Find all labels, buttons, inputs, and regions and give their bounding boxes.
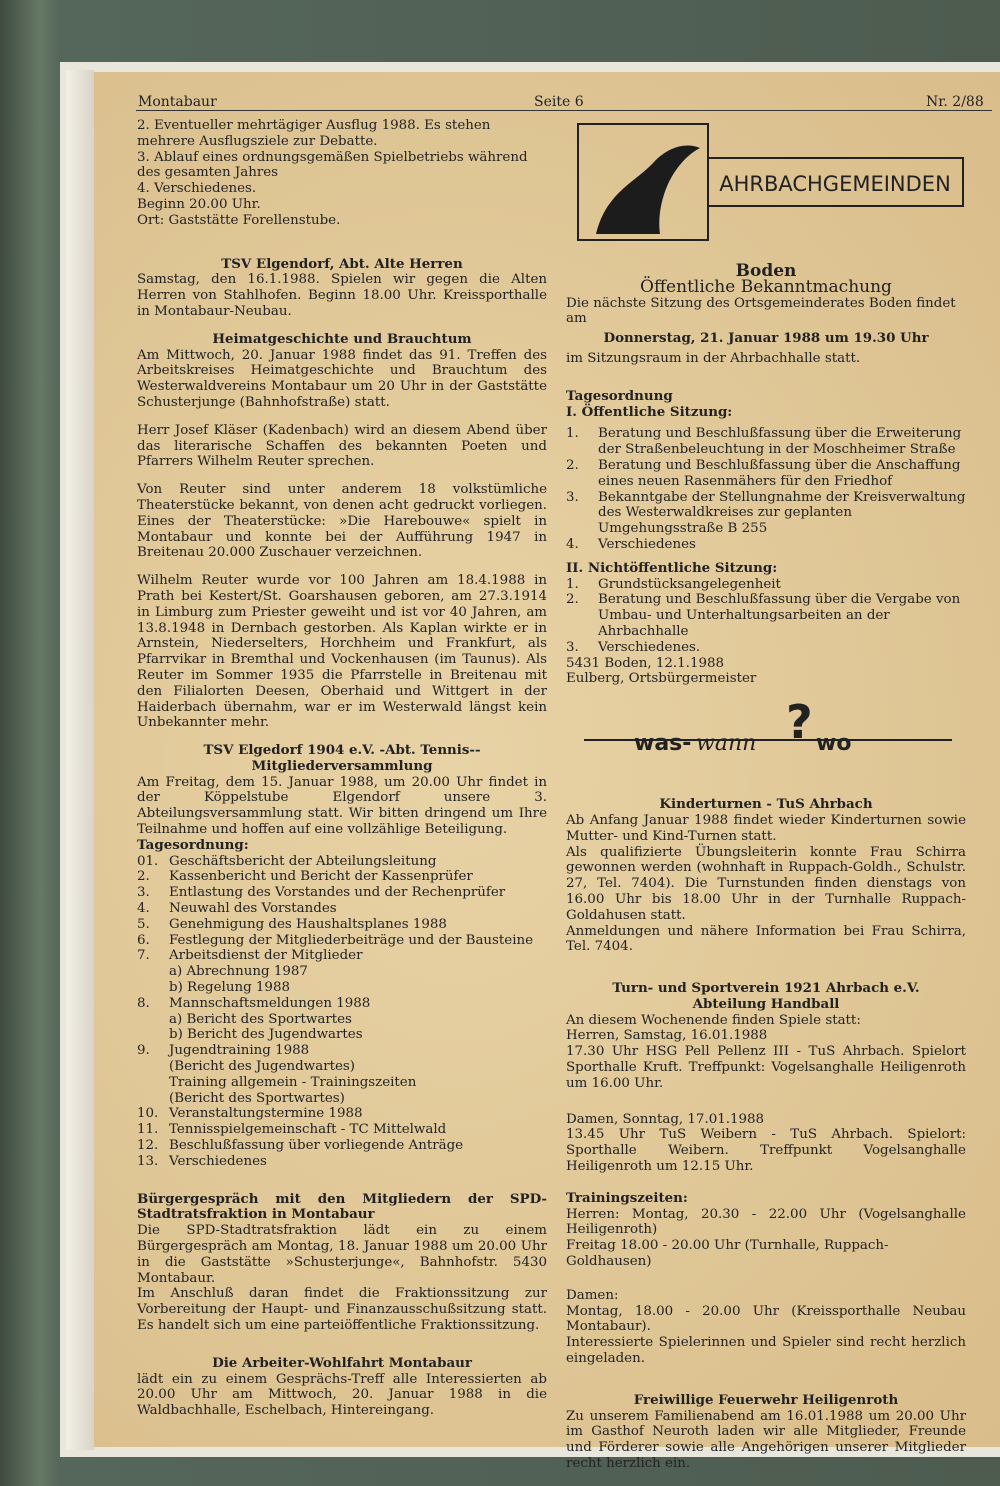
tsv-text: Samstag, den 16.1.1988. Spielen wir gegen die Alten Herren von Stahlhofen. Beginn 18.00 Uhr. Kreissporthalle in Montabaur-Neubau.	[137, 272, 547, 319]
right-column	[566, 261, 966, 1472]
tennis-agenda	[137, 854, 547, 1170]
boden-subtitle: Öffentliche Bekanntmachung	[640, 276, 892, 297]
heimat-p2: Herr Josef Kläser (Kadenbach) wird an diesem Abend über das literarische Schaffen des bekannten Poeten und Pfarrers Wilhelm Reuter sprechen.	[137, 422, 547, 470]
header-left: Montabaur	[138, 94, 217, 110]
boden-title: Boden	[735, 261, 797, 281]
tagesordnung-label: Tagesordnung:	[137, 836, 249, 853]
list-item: 3. Bekanntgabe der Stellungnahme der Kreisverwaltung des Westerwaldkreises zur geplanten Umgehungsstraße B 255	[566, 489, 966, 537]
was-wann-wo-banner	[578, 696, 958, 766]
spd-p2: Im Anschluß daran findet die Fraktionssitzung zur Vorbereitung der Haupt- und Finanzausschußsitzung statt. Es handelt sich um eine parteiöffentliche Fraktionssitzung.	[137, 1286, 547, 1333]
heimat-p4: Wilhelm Reuter wurde vor 100 Jahren am 18.4.1988 in Prath bei Kestert/St. Goarshausen geboren, am 27.3.1914 in Limburg zum Priester geweiht und ist vor 40 Jahren, am 13.8.1948 in Dernbach gestorben. Als Kaplan wirkte er in Arnstein, Niederselters, Horchheim und Frankfurt, als Pfarrvikar in Bremthal und Vockenhausen (im Taunus). Als Reuter im Sommer 1935 die Pfarrstelle in Breitenau mit den Filialorten Deesen, Oberhaid und Wittgert in der Haiderbach übernahm, war er im Westerwald längst kein Unbekannter mehr.	[137, 573, 547, 731]
ahrbachgemeinden-logo	[576, 122, 966, 242]
list-item: 4. Neuwahl des Vorstandes	[137, 901, 337, 917]
logo-shape-icon	[596, 146, 700, 234]
agenda-time: Beginn 20.00 Uhr.	[137, 196, 261, 212]
left-column	[137, 118, 547, 1419]
agenda-item: 3. Ablauf eines ordnungsgemäßen Spielbetriebs während des gesamten Jahres	[137, 149, 528, 181]
tennis-text: Am Freitag, dem 15. Januar 1988, um 20.00 Uhr findet in der Köppelstube Elgendorf unsere 3. Abteilungsversammlung statt. Wir bitten dringend um Ihre Teilnahme und hoffen auf eine vollzählige Beteiligung.	[137, 774, 547, 838]
list-item: 3. Verschiedenes.	[566, 639, 701, 655]
training-p2: Freitag 18.00 - 20.00 Uhr (Turnhalle, Ruppach-Goldhausen)	[566, 1238, 889, 1270]
list-item: a) Abrechnung 1987	[169, 964, 308, 980]
list-item: 1. Beratung und Beschlußfassung über die Erweiterung der Straßenbeleuchtung in der Moschheimer Straße	[566, 426, 962, 458]
heimat-title: Heimatgeschichte und Brauchtum	[212, 330, 472, 347]
header-rule	[136, 110, 992, 111]
agenda-item: 2. Eventueller mehrtägiger Ausflug 1988. Es stehen mehrere Ausflugsziele zur Debatte.	[137, 118, 491, 149]
heimat-p3: Von Reuter sind unter anderem 18 volkstümliche Theaterstücke bekannt, von denen acht gedruckt vorliegen. Eines der Theaterstücke: »Die Harebouwe« spielt in Montabaur und konnte bei der Aufführung 1947 in Breitenau 20.000 Zuschauer verzeichnen.	[137, 482, 547, 561]
list-item: 01. Geschäftsbericht der Abteilungsleitung	[137, 853, 437, 869]
list-item: 12. Beschlußfassung über vorliegende Anträge	[137, 1138, 464, 1154]
list-item: 2. Kassenbericht und Bericht der Kassenprüfer	[137, 869, 473, 885]
list-item: 1. Grundstücksangelegenheit	[566, 576, 781, 592]
handball-p2: Herren, Samstag, 16.01.1988	[566, 1028, 768, 1044]
list-item: (Bericht des Sportwartes)	[169, 1090, 345, 1106]
boden-sign-name: Eulberg, Ortsbürgermeister	[566, 671, 757, 687]
damen-p1: Montag, 18.00 - 20.00 Uhr (Kreissporthalle Neubau Montabaur).	[566, 1303, 966, 1335]
spd-p1: Die SPD-Stadtratsfraktion lädt ein zu einem Bürgergespräch am Montag, 18. Januar 1988 um 20.00 Uhr in die Gaststätte »Schusterjunge«, Bahnhofstr. 5430 Montabaur.	[137, 1223, 547, 1286]
list-item: 7. Arbeitsdienst der Mitglieder	[137, 948, 363, 964]
question-mark-icon: ?	[786, 696, 813, 749]
list-item: (Bericht des Jugendwartes)	[169, 1059, 355, 1075]
list-item: 10. Veranstaltungstermine 1988	[137, 1106, 363, 1122]
list-item: 2. Beratung und Beschlußfassung über die Vergabe von Umbau- und Unterhaltungsarbeiten an der Ahrbachhalle	[566, 592, 961, 639]
boden-nichtoeffentlich: II. Nichtöffentliche Sitzung:	[566, 559, 778, 576]
agenda-item: 4. Verschiedenes.	[137, 181, 257, 197]
handball-title2: Abteilung Handball	[692, 995, 840, 1012]
boden-p2: im Sitzungsraum in der Ahrbachhalle statt.	[566, 350, 861, 366]
boden-date: Donnerstag, 21. Januar 1988 um 19.30 Uhr	[603, 330, 929, 347]
agenda-place: Ort: Gaststätte Forellenstube.	[137, 212, 341, 228]
list-item: b) Regelung 1988	[169, 980, 290, 996]
list-item: 5. Genehmigung des Haushaltsplanes 1988	[137, 916, 447, 932]
heimat-p1: Am Mittwoch, 20. Januar 1988 findet das 91. Treffen des Arbeitskreises Heimatgeschichte und Brauchtum des Westerwaldvereins Montabaur um 20 Uhr in der Gaststätte Schusterjunge (Bahnhofstraße) statt.	[137, 347, 547, 410]
page-edge	[66, 70, 94, 1450]
tennis-title: TSV Elgedorf 1904 e.V. -Abt. Tennis--Mitgliederversammlung	[203, 742, 481, 774]
boden-oeffentlich: I. Öffentliche Sitzung:	[566, 403, 733, 420]
awo-text: lädt ein zu einem Gesprächs-Treff alle Interessierten ab 20.00 Uhr am Mittwoch, 20. Januar 1988 in die Waldbachhalle, Eschelbach, Hintereingang.	[137, 1371, 547, 1419]
list-item: 11. Tennisspielgemeinschaft - TC Mittelwald	[137, 1122, 447, 1138]
kinder-p3: Anmeldungen und nähere Information bei Frau Schirra, Tel. 7404.	[566, 923, 966, 955]
handball-p3: 17.30 Uhr HSG Pell Pellenz III - TuS Ahrbach. Spielort Sporthalle Kruft. Treffpunkt: Vogelsanghalle Heiligenroth um 16.00 Uhr.	[566, 1044, 966, 1091]
list-item: 4. Verschiedenes	[566, 536, 696, 552]
banner-was: was-	[634, 731, 692, 756]
list-item: 2. Beratung und Beschlußfassung über die Anschaffung eines neuen Rasenmähers für den Friedhof	[566, 457, 961, 489]
boden-sign-place: 5431 Boden, 12.1.1988	[566, 655, 725, 671]
training-label: Trainingszeiten:	[566, 1189, 688, 1206]
list-item: 13. Verschiedenes	[137, 1153, 267, 1169]
tsv-title: TSV Elgendorf, Abt. Alte Herren	[221, 255, 463, 272]
banner-wo: wo	[816, 731, 852, 756]
banner-wann: wann	[696, 731, 757, 756]
header-center: Seite 6	[534, 94, 584, 110]
list-item: a) Bericht des Sportwartes	[169, 1011, 352, 1027]
ff-title: Freiwillige Feuerwehr Heiligenroth	[633, 1391, 899, 1408]
list-item: 6. Festlegung der Mitgliederbeiträge und der Bausteine	[137, 932, 534, 948]
handball-title1: Turn- und Sportverein 1921 Ahrbach e.V.	[612, 980, 920, 997]
handball-p5: 13.45 Uhr TuS Weibern - TuS Ahrbach. Spielort: Sporthalle Weibern. Treffpunkt Vogelsanghalle Heiligenroth um 12.15 Uhr.	[566, 1127, 966, 1175]
damen-p2: Interessierte Spielerinnen und Spieler sind recht herzlich eingeladen.	[566, 1335, 966, 1367]
list-item: 3. Entlastung des Vorstandes und der Rechenprüfer	[137, 885, 506, 901]
logo-text: AHRBACHGEMEINDEN	[719, 172, 951, 196]
kinder-p1: Ab Anfang Januar 1988 findet wieder Kinderturnen sowie Mutter- und Kind-Turnen statt.	[566, 812, 966, 844]
handball-p1: An diesem Wochenende finden Spiele statt:	[566, 1012, 861, 1028]
boden-p1: Die nächste Sitzung des Ortsgemeinderates Boden findet am	[566, 295, 956, 327]
damen-label: Damen:	[566, 1287, 619, 1303]
ff-text: Zu unserem Familienabend am 16.01.1988 um 20.00 Uhr im Gasthof Neuroth laden wir alle Mitglieder, Freunde und Förderer sowie alle Angehörigen unserer Mitglieder recht herzlich ein.	[566, 1408, 966, 1472]
kinder-title: Kinderturnen - TuS Ahrbach	[659, 796, 873, 813]
spd-title: Bürgergespräch mit den Mitgliedern der SPD-Stadtratsfraktion in Montabaur	[137, 1190, 547, 1223]
list-item: 8. Mannschaftsmeldungen 1988	[137, 995, 371, 1011]
agenda-continuation	[137, 118, 547, 229]
list-item: Training allgemein - Trainingszeiten	[169, 1074, 417, 1090]
awo-title: Die Arbeiter-Wohlfahrt Montabaur	[212, 1354, 472, 1371]
handball-p4: Damen, Sonntag, 17.01.1988	[566, 1111, 765, 1127]
training-p1: Herren: Montag, 20.30 - 22.00 Uhr (Vogelsanghalle Heiligenroth)	[566, 1206, 966, 1238]
kinder-p2: Als qualifizierte Übungsleiterin konnte Frau Schirra gewonnen werden (wohnhaft in Ruppach-Goldh., Schulstr. 27, Tel. 7404). Die Turnstunden finden dienstags von 16.00 Uhr bis 18.00 Uhr in der Turnhalle Ruppach-Goldahusen statt.	[566, 844, 966, 923]
header-right: Nr. 2/88	[926, 94, 984, 110]
list-item: b) Bericht des Jugendwartes	[169, 1027, 363, 1043]
boden-tagesordnung: Tagesordnung	[566, 387, 673, 404]
list-item: 9. Jugendtraining 1988	[137, 1043, 310, 1059]
